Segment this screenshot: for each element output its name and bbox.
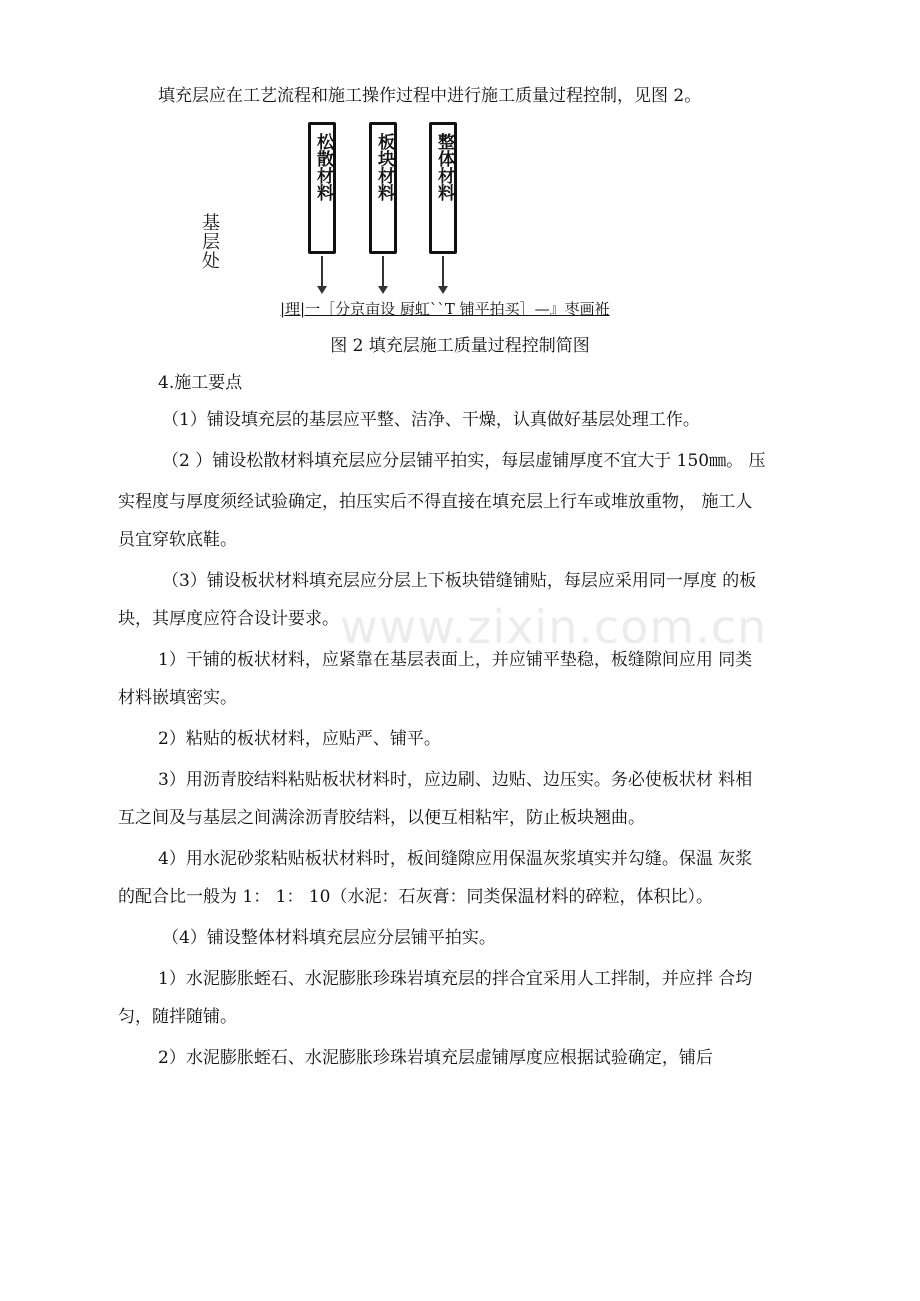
text-line: 匀，随拌随铺。 <box>118 1007 237 1027</box>
text-line: 互之间及与基层之间满涂沥青胶结料，以便互相粘牢，防止板块翘曲。 <box>118 808 645 828</box>
text-line: （1）铺设填充层的基层应平整、洁净、干燥，认真做好基层处理工作。 <box>162 410 700 430</box>
arrowhead-monolithic <box>438 286 448 294</box>
text-line: 员宜穿软底鞋。 <box>118 530 237 550</box>
box-monolithic-material-label: 整体材料 <box>434 133 454 201</box>
text-line: 块，其厚度应符合设计要求。 <box>118 609 339 629</box>
box-board-material-label: 板块材料 <box>374 133 394 201</box>
figure-caption: 图 2 填充层施工质量过程控制简图 <box>330 336 590 356</box>
text-line: 3）用沥青胶结料粘贴板状材料时，应边刷、边贴、边压实。务必使板状材 料相 <box>158 770 753 790</box>
text-line: 的配合比一般为 1： 1： 10（水泥：石灰膏：同类保温材料的碎粒，体积比）。 <box>118 887 713 907</box>
arrow-board <box>382 256 384 290</box>
arrowhead-loose <box>317 286 327 294</box>
section-title: 4.施工要点 <box>158 373 243 393</box>
text-line: （4）铺设整体材料填充层应分层铺平拍实。 <box>162 928 496 948</box>
text-line: 2）粘贴的板状材料，应贴严、铺平。 <box>158 729 441 749</box>
text-line: 2）水泥膨胀蛭石、水泥膨胀珍珠岩填充层虚铺厚度应根据试验确定，铺后 <box>158 1048 713 1068</box>
diagram-side-label: 基层处 <box>202 213 220 272</box>
intro-paragraph: 填充层应在工艺流程和施工操作过程中进行施工质量过程控制，见图 2。 <box>158 86 702 106</box>
watermark: www.zixin.com.cn <box>340 600 768 654</box>
text-line: 1）干铺的板状材料，应紧靠在基层表面上，并应铺平垫稳，板缝隙间应用 同类 <box>158 650 753 670</box>
text-line: （3）铺设板状材料填充层应分层上下板块错缝铺贴，每层应采用同一厚度 的板 <box>162 571 757 591</box>
text-line: 1）水泥膨胀蛭石、水泥膨胀珍珠岩填充层的拌合宜采用人工拌制，并应拌 合均 <box>158 969 753 989</box>
arrow-loose <box>321 256 323 290</box>
box-loose-material-label: 松散材料 <box>313 133 333 201</box>
text-line: 材料嵌填密实。 <box>118 688 237 708</box>
text-line: 实程度与厚度须经试验确定，拍压实后不得直接在填充层上行车或堆放重物， 施工人 <box>118 492 753 512</box>
arrow-monolithic <box>442 256 444 290</box>
arrowhead-board <box>378 286 388 294</box>
text-line: （2 ）铺设松散材料填充层应分层铺平拍实，每层虚铺厚度不宜大于 150㎜。 压 <box>162 451 766 471</box>
diagram-process-flow: |理|一［分京亩设 厨虹``T 铺平拍买］—』枣画袵 <box>280 300 610 318</box>
text-line: 4）用水泥砂浆粘贴板状材料时，板间缝隙应用保温灰浆填实并勾缝。保温 灰浆 <box>158 849 753 869</box>
